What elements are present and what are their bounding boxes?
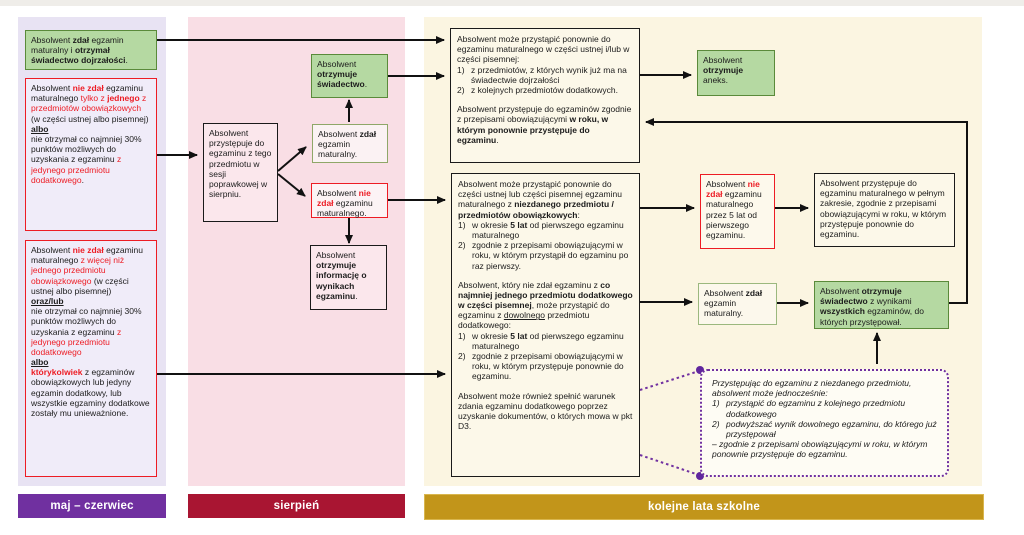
timeline-label-may-june: maj – czerwiec [50, 500, 134, 512]
timeline-bar-august [188, 494, 405, 518]
box-receives-certificate: Absolwent otrzymuje świadectwo. [311, 54, 388, 98]
box-failed-multiple-or-annulled: Absolwent nie zdał egzaminu maturalnego z więcej niż jednego przedmiotu obowiązkowego (w części ustnej albo pisemnej) oraz/lub nie otrzymał co najmniej 30% punktów możliwych do uzyskania z egzaminu z jedynego przedmiotu dodatkowego albo którykolwiek z egzaminów obowiązkowych lub jedyny egzamin dodatkowy, lub wszystkie egzaminy dodatkowe zostały mu unieważnione. [25, 240, 157, 477]
box-failed-one-compulsory: Absolwent nie zdał egzaminu maturalnego tylko z jednego z przedmiotów obowiązkowych (w części ustnej albo pisemnej) albo nie otrzymał co najmniej 30% punktów możliwych do uzyskania z egzaminu z jedynego przedmiotu dodatkowego. [25, 78, 157, 231]
box-retake-august-session: Absolwent przystępuje do egzaminu z tego przedmiotu w sesji poprawkowej w sierpniu. [203, 123, 278, 222]
box-certificate-all-exams: Absolwent otrzymuje świadectwo z wynikami wszystkich egzaminów, do których przystępował. [814, 281, 949, 329]
box-failed-within-5-years: Absolwent nie zdał egzaminu maturalnego przez 5 lat od pierwszego egzaminu. [700, 174, 775, 249]
box-note-simultaneous-exams: Przystępując do egzaminu z niezdanego przedmiotu, absolwent może jednocześnie: 1) przystąpić do egzaminu z kolejnego przedmiotu dodatkowego 2) podwyższać wynik dowolnego egzaminu, do którego już przystępował – zgodnie z przepisami obowiązującymi w roku, w którym ponownie przystępuje do egzaminu. [700, 369, 949, 477]
timeline-label-following-years: kolejne lata szkolne [647, 501, 760, 513]
box-retake-failed-subjects: Absolwent może przystąpić ponownie do części ustnej lub części pisemnej egzaminu maturalnego z niezdanego przedmiotu / przedmiotów obowiązkowych: 1) w okresie 5 lat od pierwszego egzaminu maturalnego 2) zgodnie z przepisami obowiązującymi w roku, w którym przystąpił do egzaminu po raz pierwszy. Absolwent, który nie zdał egzaminu z co najmniej jednego przedmiotu dodatkowego w części pisemnej, może przystąpić do egzaminu z dowolnego przedmiotu dodatkowego: 1) w okresie 5 lat od pierwszego egzaminu maturalnego 2) zgodnie z przepisami obowiązującymi w roku, w którym przystępuje ponownie do egzaminu. Absolwent może również spełnić warunek zdania egzaminu dodatkowego poprzez uzyskanie dokumentów, o których mowa w pkt D3. [451, 173, 640, 477]
timeline-label-august: sierpień [273, 500, 320, 512]
box-passed-received-certificate: Absolwent zdał egzamin maturalny i otrzymał świadectwo dojrzałości. [25, 30, 157, 70]
timeline-bar-following-years [424, 494, 984, 520]
top-strip [0, 0, 1024, 6]
box-receives-results-info: Absolwent otrzymuje informację o wynikach egzaminu. [310, 245, 387, 310]
box-retake-passed-subjects: Absolwent może przystąpić ponownie do egzaminu maturalnego w części ustnej i/lub w części pisemnej: 1) z przedmiotów, z których wynik już ma na świadectwie dojrzałości 2) z kolejnych przedmiotów dodatkowych. Absolwent przystępuje do egzaminów zgodnie z przepisami obowiązującymi w roku, w którym ponownie przystępuje do egzaminu. [450, 28, 640, 163]
box-passed-matura-august: Absolwent zdał egzamin maturalny. [312, 124, 388, 163]
box-full-scope-retake: Absolwent przystępuje do egzaminu maturalnego w pełnym zakresie, zgodnie z przepisami obowiązującymi w roku, w którym przystępuje ponownie do egzaminu. [814, 173, 955, 247]
timeline-bar-may-june [18, 494, 166, 518]
box-failed-matura-august: Absolwent nie zdał egzaminu maturalnego. [311, 183, 388, 218]
box-receives-annex: Absolwent otrzymuje aneks. [697, 50, 775, 96]
box-passed-matura-later: Absolwent zdał egzamin maturalny. [698, 283, 777, 325]
